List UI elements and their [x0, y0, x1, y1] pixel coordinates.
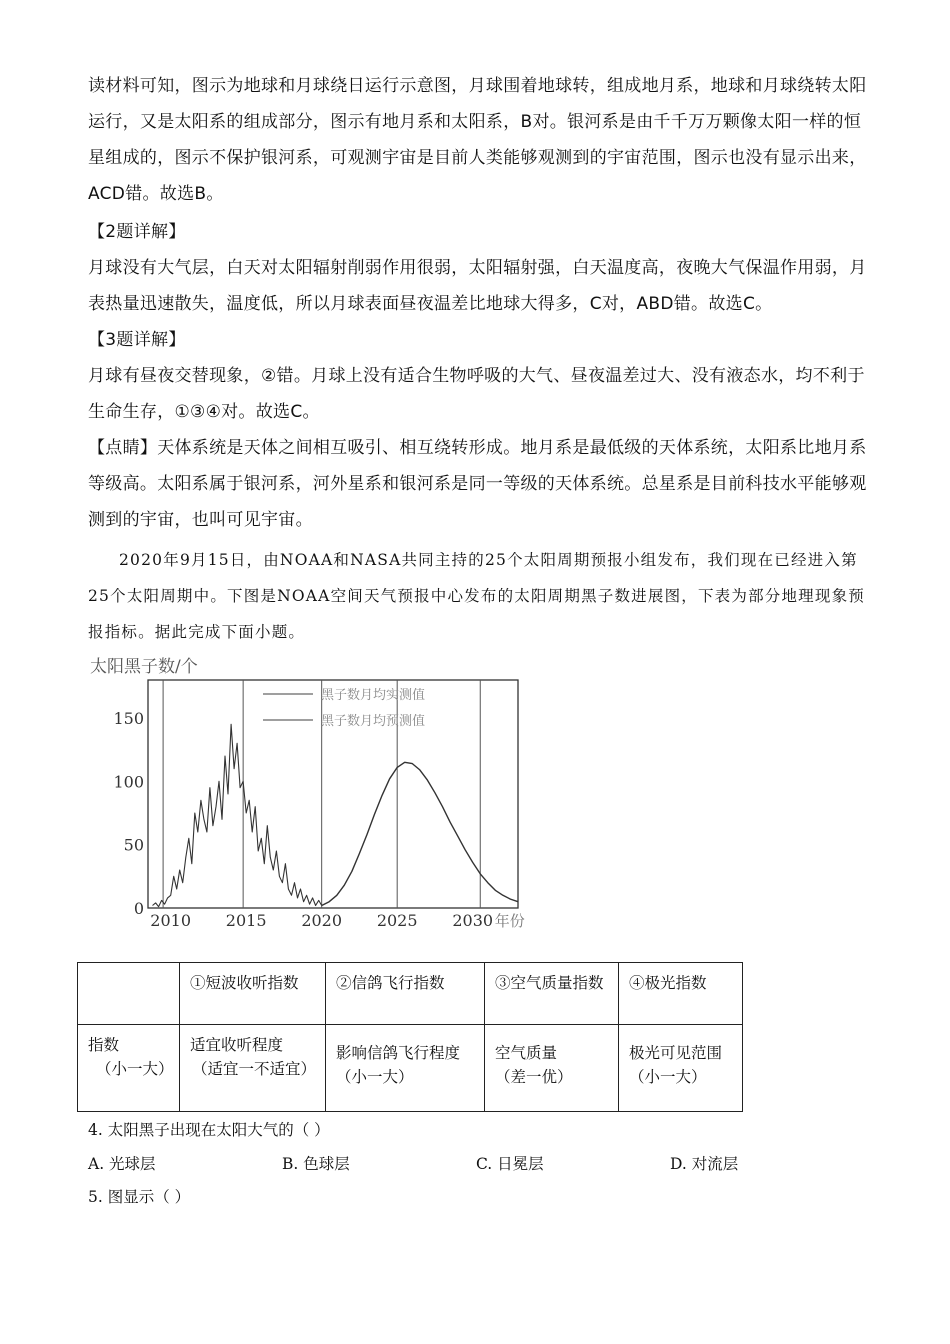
cell-sub: （适宜一不适宜）: [192, 1060, 317, 1078]
row-label-main: 指数: [88, 1036, 120, 1054]
table-header-row: [78, 963, 743, 1025]
cell-sub: （小一大）: [629, 1068, 707, 1086]
chart-legend: [263, 687, 425, 729]
cell-sub: （差一优）: [495, 1068, 573, 1086]
observed-series-line: [153, 724, 322, 906]
cell-sub: （小一大）: [336, 1068, 414, 1086]
x-axis-label: 年份: [494, 912, 525, 930]
section-heading-q3: 【3题详解】: [88, 330, 186, 350]
y-tick-label: 150: [113, 709, 144, 728]
table-cell: [485, 1025, 619, 1112]
chart-series: [153, 724, 519, 906]
solution-paragraph-q3: 月球有昼夜交替现象，②错。月球上没有适合生物呼吸的大气、昼夜温差过大、没有液态水，均不利于生命生存，①③④对。故选C。: [88, 366, 865, 422]
question-4: 4. 太阳黑子出现在太阳大气的（ ）: [88, 1121, 330, 1139]
x-tick-label: 2025: [376, 911, 418, 930]
question-intro: 2020年9月15日，由NOAA和NASA共同主持的25个太阳周期预报小组发布，我们现在已经进入第25个太阳周期中。下图是NOAA空间天气预报中心发布的太阳周期黑子数进展图，下表为部分地理现象预报指标。据此完成下面小题。: [88, 551, 865, 641]
sunspot-chart: [88, 650, 548, 940]
y-tick-label: 0: [133, 899, 144, 918]
option-a[interactable]: A. 光球层: [88, 1155, 156, 1173]
row-label-cell: [78, 1025, 180, 1112]
option-b[interactable]: B. 色球层: [282, 1155, 350, 1173]
legend-label: 黑子数月均预测值: [321, 714, 426, 729]
cell-main: 影响信鸽飞行程度: [336, 1044, 461, 1062]
x-tick-label: 2020: [301, 911, 343, 930]
question-5: 5. 图显示（ ）: [88, 1188, 191, 1206]
table-cell: [619, 1025, 743, 1112]
section-heading-q2: 【2题详解】: [88, 222, 186, 242]
header-cell-2: ②信鸽飞行指数: [326, 963, 485, 1025]
table-cell: [180, 1025, 326, 1112]
x-tick-label: 2015: [225, 911, 267, 930]
solution-paragraph-1: 读材料可知，图示为地球和月球绕日运行示意图，月球围着地球转，组成地月系，地球和月球绕转太阳运行，又是太阳系的组成部分，图示有地月系和太阳系，B对。银河系是由千千万万颗像太阳一样的恒星组成的，图示不保护银河系，可观测宇宙是目前人类能够观测到的宇宙范围，图示也没有显示出来，ACD错。故选B。: [88, 76, 867, 204]
x-tick-label: 2030: [452, 911, 494, 930]
option-d[interactable]: D. 对流层: [670, 1155, 739, 1173]
header-cell-3: ③空气质量指数: [485, 963, 619, 1025]
y-tick-label: 100: [113, 772, 144, 792]
y-tick-label: 50: [123, 835, 144, 855]
header-cell-1: ①短波收听指数: [180, 963, 326, 1025]
cell-main: 极光可见范围: [629, 1044, 723, 1062]
cell-main: 空气质量: [495, 1044, 558, 1062]
legend-label: 黑子数月均实测值: [321, 688, 426, 703]
solution-paragraph-q2: 月球没有大气层，白天对太阳辐射削弱作用很弱，太阳辐射强，白天温度高，夜晚大气保温作用弱，月表热量迅速散失，温度低，所以月球表面昼夜温差比地球大得多，C对，ABD错。故选C。: [88, 258, 867, 314]
table-row: [78, 1025, 743, 1112]
option-c[interactable]: C. 日冕层: [476, 1155, 544, 1173]
key-point-paragraph: 【点睛】天体系统是天体之间相互吸引、相互绕转形成。地月系是最低级的天体系统，太阳系比地月系等级高。太阳系属于银河系，河外星系和银河系是同一等级的天体系统。总星系是目前科技水平能够观测到的宇宙，也叫可见宇宙。: [88, 438, 867, 530]
predicted-series-line: [322, 762, 518, 905]
forecast-index-table: [77, 962, 743, 1112]
x-tick-label: 2010: [150, 911, 192, 930]
header-cell-0: [78, 963, 180, 1025]
table-cell: [326, 1025, 485, 1112]
header-cell-4: ④极光指数: [619, 963, 743, 1025]
chart-title: 太阳黑子数/个: [90, 657, 198, 677]
y-axis-ticks: [113, 709, 144, 918]
cell-main: 适宜收听程度: [190, 1036, 284, 1054]
row-label-sub: （小一大）: [96, 1060, 174, 1078]
x-axis-ticks: [150, 911, 493, 930]
